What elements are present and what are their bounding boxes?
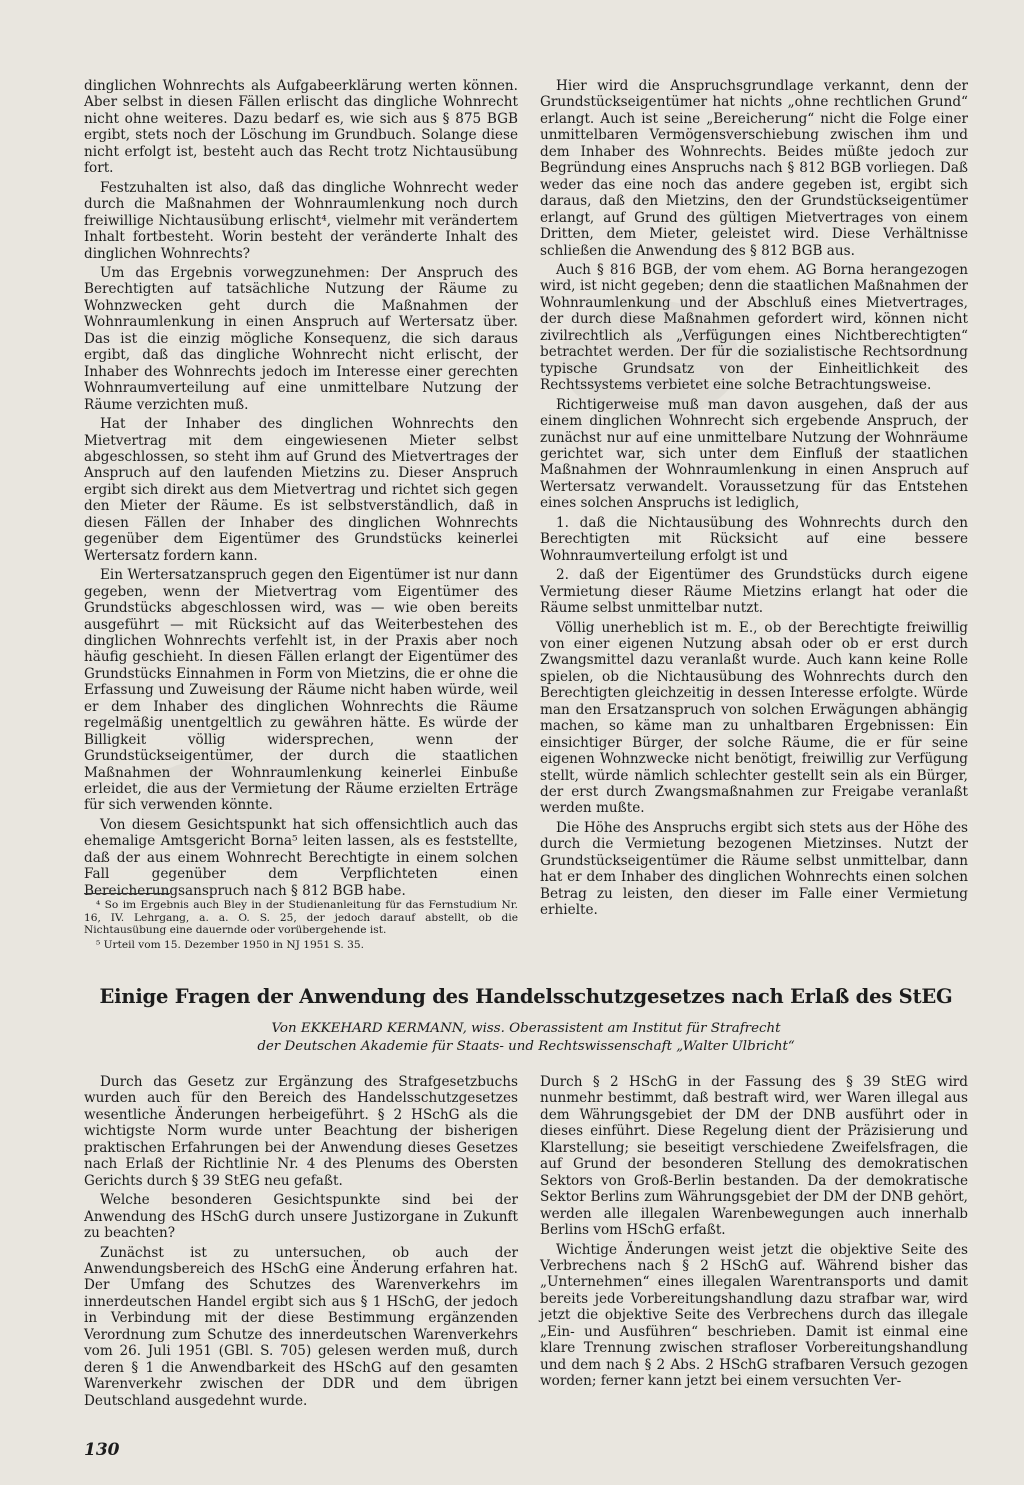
paragraph: Wichtige Änderungen weist jetzt die objektive Seite des Verbrechens nach § 2 HSchG auf. Während bisher das „Unternehmen“ eines illegalen Warentransports und damit bereits jede Vorbereitungshandlung dazu strafbar war, wird jetzt die objektive Seite des Verbrechens durch das illegale „Ein- und Ausführen“ beschrieben. Damit ist einmal eine klare Trennung zwischen strafloser Vorbereitungshandlung und dem nach § 2 Abs. 2 HSchG strafbaren Versuch gezogen worden; ferner kann jetzt bei einem versuchten Ver- [540,1241,968,1390]
list-item: 2. daß der Eigentümer des Grundstücks durch eigene Vermietung dieser Räume Mietzins erlangt hat oder die Räume selbst unmittelbar nutzt. [540,567,968,617]
byline-line: Von EKKEHARD KERMANN, wiss. Oberassistent am Institut für Strafrecht [271,1021,781,1036]
bottom-left-column [84,1074,518,1412]
top-left-column [84,78,518,902]
paragraph: Um das Ergebnis vorwegzunehmen: Der Anspruch des Berechtigten auf tatsächliche Nutzung der Räume zu Wohnzwecken geht durch die Maßnahmen der Wohnraumlenkung in einen Anspruch auf Wertersatz über. Das ist die einzig mögliche Konsequenz, die sich daraus ergibt, daß das dingliche Wohnrecht nicht erlischt, der Inhaber des Wohnrechts jedoch im Interesse einer gerechten Wohnraumverteilung auf eine unmittelbare Nutzung der Räume verzichten muß. [84,264,518,413]
paragraph: Auch § 816 BGB, der vom ehem. AG Borna herangezogen wird, ist nicht gegeben; denn die staatlichen Maßnahmen der Wohnraumlenkung und der Abschluß eines Mietvertrages, der durch diese Maßnahmen gefordert wird, können nicht zivilrechtlich als „Verfügungen eines Nichtberechtigten“ betrachtet werden. Der für die sozialistische Rechtsordnung typische Grundsatz von der Einheitlichkeit des Rechtssystems verbietet eine solche Betrachtungsweise. [540,261,968,394]
article-byline [84,1020,968,1056]
paragraph: Welche besonderen Gesichtspunkte sind bei der Anwendung des HSchG durch unsere Justizorgane in Zukunft zu beachten? [84,1192,518,1242]
paragraph: dinglichen Wohnrechts als Aufgabeerklärung werten können. Aber selbst in diesen Fällen erlischt das dingliche Wohnrecht nicht ohne weiteres. Dazu bedarf es, wie sich aus § 875 BGB ergibt, stets noch der Löschung im Grundbuch. Solange diese nicht erfolgt ist, besteht auch das Recht trotz Nichtausübung fort. [84,78,518,177]
paragraph: Die Höhe des Anspruchs ergibt sich stets aus der Höhe des durch die Vermietung bezogenen Mietzinses. Nutzt der Grundstückseigentümer die Räume selbst unmittelbar, dann hat er dem Inhaber des dinglichen Wohnrechts einen solchen Betrag zu leisten, den dieser im Falle einer Vermietung erhielte. [540,819,968,919]
paragraph: Zunächst ist zu untersuchen, ob auch der Anwendungsbereich des HSchG eine Änderung erfahren hat. Der Umfang des Schutzes des Warenverkehrs im innerdeutschen Handel ergibt sich aus § 1 HSchG, der jedoch in Verbindung mit der diese Bestimmung ergänzenden Verordnung zum Schutze des innerdeutschen Warenverkehrs vom 26. Juli 1951 (GBl. S. 705) gelesen werden muß, durch deren § 1 die Anwendbarkeit des HSchG auf den gesamten Warenverkehr zwischen der DDR und dem übrigen Deutschland ausgedehnt wurde. [84,1244,518,1409]
paragraph: Richtigerweise muß man davon ausgehen, daß der aus einem dinglichen Wohnrecht sich ergebende Anspruch, der zunächst nur auf eine unmittelbare Nutzung der Wohnräume gerichtet war, sich unter dem Einfluß der staatlichen Maßnahmen der Wohnraumlenkung in einen Anspruch auf Wertersatz verwandelt. Voraussetzung für das Entstehen eines solchen Anspruchs ist lediglich, [540,396,968,512]
paragraph: Durch § 2 HSchG in der Fassung des § 39 StEG wird nunmehr bestimmt, daß bestraft wird, wer Waren illegal aus dem Währungsgebiet der DM der DNB ausführt oder in dieses einführt. Diese Regelung dient der Präzisierung und Klarstellung; sie beseitigt verschiedene Zweifelsfragen, die auf Grund der besonderen Stellung des demokratischen Sektors von Groß-Berlin bestanden. Da der demokratische Sektor Berlins zum Währungsgebiet der DM der DNB gehört, werden alle illegalen Warenbewegungen auch innerhalb Berlins vom HSchG erfaßt. [540,1074,968,1239]
paragraph: Durch das Gesetz zur Ergänzung des Strafgesetzbuchs wurden auch für den Bereich des Handelsschutzgesetzes wesentliche Änderungen herbeigeführt. § 2 HSchG als die wichtigste Norm wurde unter Beachtung der bisherigen praktischen Erfahrungen bei der Anwendung dieses Gesetzes nach Erlaß der Richtlinie Nr. 4 des Plenums des Obersten Gerichts durch § 39 StEG neu gefaßt. [84,1074,518,1189]
footnote: ⁵ Urteil vom 15. Dezember 1950 in NJ 1951 S. 35. [96,938,364,951]
paragraph: Hat der Inhaber des dinglichen Wohnrechts den Mietvertrag mit dem eingewiesenen Mieter selbst abgeschlossen, so steht ihm auf Grund des Mietvertrages der Anspruch auf den laufenden Mietzins zu. Dieser Anspruch ergibt sich direkt aus dem Mietvertrag und richtet sich gegen den Mieter der Räume. Es ist selbstverständlich, daß in diesen Fällen der Inhaber des dinglichen Wohnrechts gegenüber dem Eigentümer des Grundstücks keinerlei Wertersatz fordern kann. [84,416,518,564]
page-number: 130 [84,1440,120,1460]
article-title: Einige Fragen der Anwendung des Handelsschutzgesetzes nach Erlaß des StEG [99,985,953,1008]
footnote: ⁴ So im Ergebnis auch Bley in der Studienanleitung für das Fernstudium Nr. 16, IV. Lehrgang, a. a. O. S. 25, der jedoch darauf abstellt, ob die Nichtausübung eine dauernde oder vorübergehende ist. [84,899,518,937]
byline-line: der Deutschen Akademie für Staats- und Rechtswissenschaft „Walter Ulbricht“ [257,1039,795,1054]
top-right-column [540,78,968,922]
footnote-rule [84,893,170,894]
paragraph: Festzuhalten ist also, daß das dingliche Wohnrecht weder durch die Maßnahmen der Wohnraumlenkung noch durch freiwillige Nichtausübung erlischt⁴, vielmehr mit verändertem Inhalt fortbesteht. Worin besteht der veränderte Inhalt des dinglichen Wohnrechts? [84,179,518,262]
footnotes [84,899,518,953]
bottom-right-column [540,1074,968,1393]
paragraph: Hier wird die Anspruchsgrundlage verkannt, denn der Grundstückseigentümer hat nichts „ohne rechtlichen Grund“ erlangt. Auch ist seine „Bereicherung“ nicht die Folge einer unmittelbaren Vermögensverschiebung zwischen ihm und dem Inhaber des Wohnrechts. Beides müßte jedoch zur Begründung eines Anspruchs nach § 812 BGB vorliegen. Daß weder das eine noch das andere gegeben ist, ergibt sich daraus, daß den Mietzins, den der Grundstückseigentümer erlangt, auf Grund des gültigen Mietvertrages von einem Dritten, dem Mieter, geleistet wird. Diese Verhältnisse schließen die Anwendung des § 812 BGB aus. [540,78,968,259]
paragraph: Von diesem Gesichtspunkt hat sich offensichtlich auch das ehemalige Amtsgericht Borna⁵ leiten lassen, als es feststellte, daß der aus einem Wohnrecht Berechtigte in einem solchen Fall gegenüber dem Verpflichteten einen Bereicherungsanspruch nach § 812 BGB habe. [84,816,518,899]
paragraph: Ein Wertersatzanspruch gegen den Eigentümer ist nur dann gegeben, wenn der Mietvertrag vom Eigentümer des Grundstücks abgeschlossen wird, was — wie oben bereits ausgeführt — mit Rücksicht auf das Weiterbestehen des dinglichen Wohnrechts verfehlt ist, in der Praxis aber noch häufig geschieht. In diesen Fällen erlangt der Eigentümer des Grundstücks Einnahmen in Form von Mietzins, die er ohne die Erfassung und Zuweisung der Räume nicht haben würde, weil er dem Inhaber des dinglichen Wohnrechts die Räume regelmäßig unentgeltlich zu gewähren hätte. Es würde der Billigkeit völlig widersprechen, wenn der Grundstückseigentümer, der durch die staatlichen Maßnahmen der Wohnraumlenkung keinerlei Einbuße erleidet, die aus der Vermietung der Räume erzielten Erträge für sich verwenden könnte. [84,567,518,814]
paragraph: Völlig unerheblich ist m. E., ob der Berechtigte freiwillig von einer eigenen Nutzung absah oder ob er erst durch Zwangsmittel dazu veranlaßt wurde. Auch kann keine Rolle spielen, ob die Nichtausübung des Wohnrechts durch den Berechtigten gleichzeitig in dessen Interesse erfolgte. Würde man den Ersatzanspruch von solchen Erwägungen abhängig machen, so käme man zu unhaltbaren Ergebnissen: Ein einsichtiger Bürger, der solche Räume, die er für seine eigenen Wohnzwecke nicht benötigt, freiwillig zur Verfügung stellt, würde nämlich schlechter gestellt sein als ein Bürger, der erst durch Zwangsmaßnahmen zur Freigabe veranlaßt werden mußte. [540,619,968,817]
list-item: 1. daß die Nichtausübung des Wohnrechts durch den Berechtigten mit Rücksicht auf eine bessere Wohnraumverteilung erfolgt ist und [540,514,968,564]
